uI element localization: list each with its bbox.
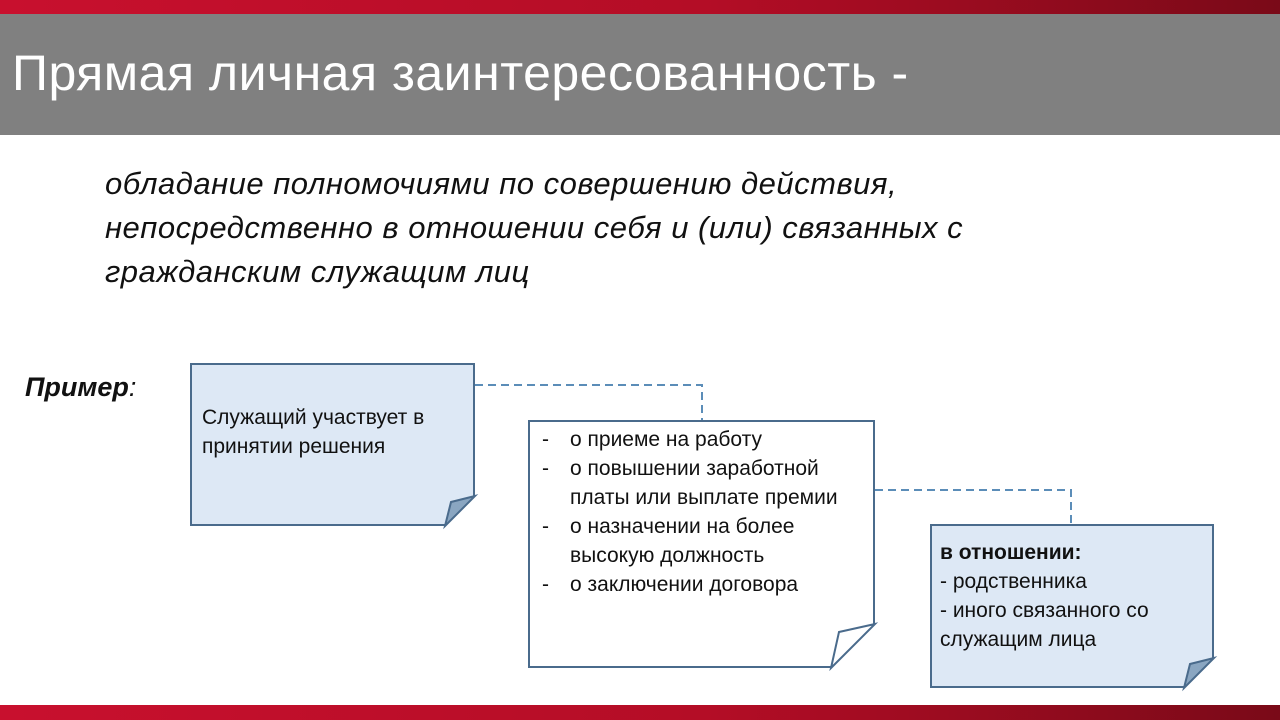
folded-corner-icon (445, 496, 475, 526)
folded-corner-icon (831, 624, 875, 668)
connector-box1-box2 (475, 385, 702, 420)
list-item: - о заключении договора (538, 570, 865, 599)
list-item: - о повышении заработной платы или выплате премии (538, 454, 865, 512)
note-line: Служащий участвует в (202, 406, 425, 429)
example-label-text: Пример (25, 372, 129, 402)
note-line: принятии решения (202, 435, 386, 458)
relation-heading: в отношении: (940, 541, 1082, 564)
slide-title: Прямая личная заинтересованность - (12, 45, 909, 101)
decision-note (190, 363, 475, 526)
definition-line: обладание полномочиями по совершению действия, (105, 166, 898, 201)
list-item: - о приеме на работу (538, 425, 865, 454)
connector-box2-box3 (875, 490, 1071, 524)
folded-corner-icon (1184, 658, 1214, 688)
decision-list (538, 425, 865, 599)
bottom-accent-bar (0, 705, 1280, 720)
relation-line: - иного связанного со (940, 599, 1149, 622)
definition-line: непосредственно в отношении себя и (или) связанных с (105, 210, 964, 245)
relation-line: служащим лица (940, 628, 1097, 651)
example-label-colon: : (128, 372, 137, 402)
relation-line: - родственника (940, 570, 1087, 593)
list-item: - о назначении на более высокую должность (538, 512, 865, 570)
definition-line: гражданским служащим лиц (105, 254, 530, 289)
relation-note (930, 524, 1214, 688)
decision-types-note (528, 420, 875, 668)
